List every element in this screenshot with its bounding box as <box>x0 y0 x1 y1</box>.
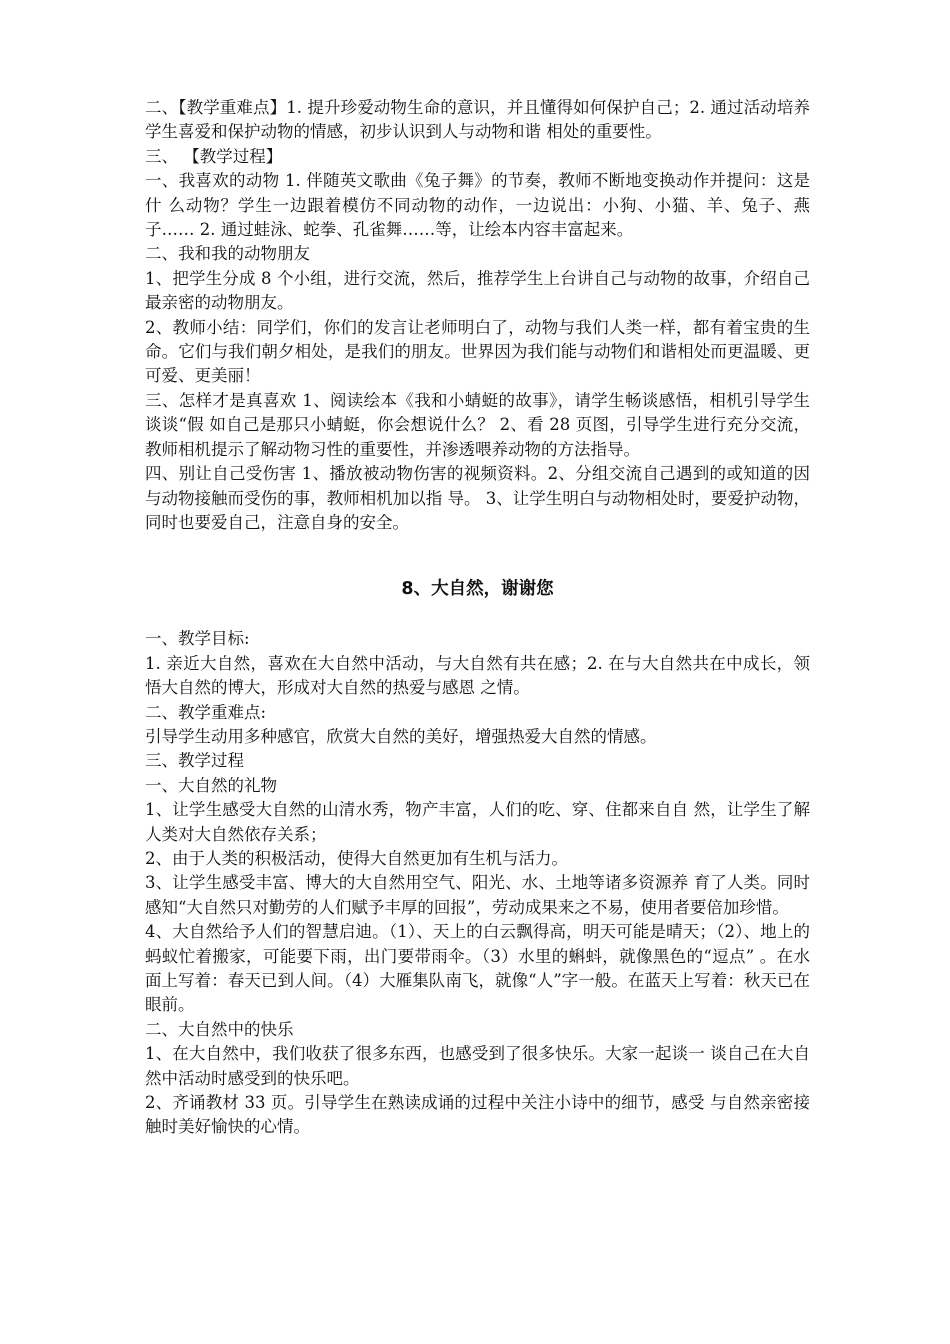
lesson8-goals-heading: 一、教学目标: <box>145 629 250 649</box>
lesson8-key-points-heading: 二、教学重难点: <box>145 702 267 722</box>
lesson8-part-gifts: 一、大自然的礼物 <box>145 775 277 795</box>
document-page <box>145 96 810 1140</box>
section1-group-exchange: 1、把学生分成 8 个小组，进行交流，然后，推荐学生上台讲自己与动物的故事，介绍自己最亲密的动物朋友。 <box>145 268 810 313</box>
lesson8-gifts-item-2: 2、由于人类的积极活动，使得大自然更加有生机与活力。 <box>145 848 568 868</box>
lesson8-joy-item-2: 2、齐诵教材 33 页。引导学生在熟读成诵的过程中关注小诗中的细节，感受 与自然亲密接触时美好愉快的心情。 <box>145 1093 810 1137</box>
section1-process-heading: 三、 【教学过程】 <box>145 146 283 166</box>
lesson8-gifts-item-4: 4、大自然给予人们的智慧启迪。（1）、天上的白云飘得高，明天可能是晴天；（2）、地上的蚂蚁忙着搬家，可能要下雨，出门要带雨伞。（3）水里的蝌蚪，就像黑色的“逗点” 。在水面上写着：春天已到人间。（4）大雁集队南飞，就像“人”字一般。在蓝天上写着：秋天已在眼前。 <box>145 922 810 1015</box>
section1-teacher-summary: 2、教师小结：同学们，你们的发言让老师明白了，动物与我们人类一样，都有着宝贵的生命。它们与我们朝夕相处，是我们的朋友。世界因为我们能与动物们和谐相处而更温暖、更可爱、更美丽！ <box>145 317 810 386</box>
lesson-title: 8、大自然，谢谢您 <box>401 579 554 600</box>
lesson8-key-points: 引导学生动用多种感官，欣赏大自然的美好，增强热爱大自然的情感。 <box>145 726 657 746</box>
section1-avoid-injury: 四、别让自己受伤害 1、播放被动物伤害的视频资料。2、分组交流自己遇到的或知道的因与动物接触而受伤的事，教师相机加以指 导。 3、让学生明白与动物相处时，要爱护动物，同时也要爱自己，注意自身的安全。 <box>145 464 810 532</box>
lesson8-gifts-item-1: 1、让学生感受大自然的山清水秀，物产丰富，人们的吃、穿、住都来自自 然，让学生了解人类对大自然依存关系； <box>145 800 810 844</box>
section1-part-animal-friends: 二、我和我的动物朋友 <box>145 244 310 264</box>
lesson8-part-joy: 二、大自然中的快乐 <box>145 1019 294 1039</box>
section1-true-liking: 三、怎样才是真喜欢 1、阅读绘本《我和小蜻蜓的故事》，请学生畅谈感悟，相机引导学生谈谈“假 如自己是那只小蜻蜓，你会想说什么？ 2、看 28 页图，引导学生进行充分交流，教师相机提示了解动物习性的重要性，并渗透喂养动物的方法指导。 <box>145 390 810 459</box>
section1-key-points: 二、【教学重难点】1. 提升珍爱动物生命的意识，并且懂得如何保护自己；2. 通过活动培养学生喜爱和保护动物的情感，初步认识到人与动物和谐 相处的重要性。 <box>145 98 810 142</box>
section1-part-favorite-animal: 一、我喜欢的动物 1. 伴随英文歌曲《兔子舞》的节奏，教师不断地变换动作并提问：这是什 么动物？学生一边跟着模仿不同动物的动作，一边说出：小狗、小猫、羊、兔子、燕子…… 2. 通过蛙泳、蛇拳、孔雀舞……等，让绘本内容丰富起来。 <box>145 171 810 240</box>
lesson8-process-heading: 三、教学过程 <box>145 751 244 771</box>
lesson8-joy-item-1: 1、在大自然中，我们收获了很多东西，也感受到了很多快乐。大家一起谈一 谈自己在大自然中活动时感受到的快乐吧。 <box>145 1044 810 1088</box>
lesson8-gifts-item-3: 3、让学生感受丰富、博大的大自然用空气、阳光、水、土地等诸多资源养 育了人类。同时感知“大自然只对勤劳的人们赋予丰厚的回报”，劳动成果来之不易，使用者要倍加珍惜。 <box>145 873 810 917</box>
lesson8-goals: 1. 亲近大自然，喜欢在大自然中活动，与大自然有共在感；2. 在与大自然共在中成长，领悟大自然的博大，形成对大自然的热爱与感恩 之情。 <box>145 653 810 698</box>
